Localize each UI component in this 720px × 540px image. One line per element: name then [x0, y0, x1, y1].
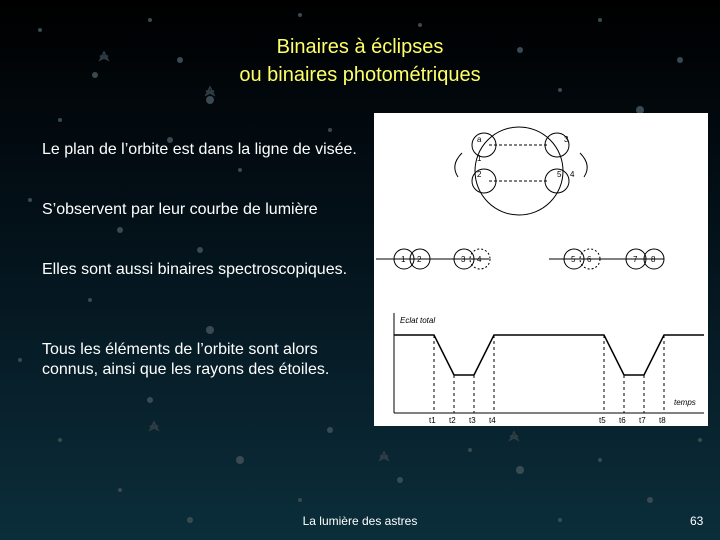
brightness-axis-label: Eclat total: [400, 316, 436, 325]
star-position-2: [472, 169, 496, 193]
time-label-t4: t4: [489, 416, 496, 425]
time-label-t8: t8: [659, 416, 666, 425]
orbit-label-a: a: [477, 135, 482, 144]
eclipsing-binary-figure: [374, 113, 708, 426]
orbit-label-1: 1: [477, 154, 482, 163]
right-eclipse-label-8: 8: [651, 255, 656, 264]
page-number: 63: [690, 514, 704, 528]
left-eclipse-label-4: 4: [477, 255, 482, 264]
time-label-t5: t5: [599, 416, 606, 425]
orbit-label-2: 2: [477, 170, 482, 179]
orbit-label-5: 5: [557, 170, 562, 179]
left-eclipse-label-1: 1: [401, 255, 406, 264]
time-axis-label: temps: [674, 398, 696, 407]
title-line-1: Binaires à éclipses: [276, 36, 444, 58]
right-eclipse-label-7: 7: [633, 255, 638, 264]
left-eclipse-label-3: 3: [461, 255, 466, 264]
time-label-t2: t2: [449, 416, 456, 425]
paragraph-spectroscopic: Elles sont aussi binaires spectroscopiques.: [42, 261, 348, 278]
time-label-t6: t6: [619, 416, 626, 425]
footer-title: La lumière des astres: [302, 514, 418, 528]
paragraph-orbit-elements: Tous les éléments de l’orbite sont alors connus, ainsi que les rayons des étoiles.: [42, 341, 330, 378]
orbit-label-4: 4: [570, 170, 575, 179]
paragraph-light-curve: S’observent par leur courbe de lumière: [42, 201, 318, 218]
title-line-2: ou binaires photométriques: [239, 64, 481, 86]
time-label-t3: t3: [469, 416, 476, 425]
light-curve: [394, 335, 704, 375]
orbit-label-3: 3: [564, 135, 569, 144]
paragraph-orbit-plane: Le plan de l’orbite est dans la ligne de visée.: [42, 141, 357, 158]
right-eclipse-label-6: 6: [587, 255, 592, 264]
eclipse-diagram: [374, 113, 708, 426]
time-label-t7: t7: [639, 416, 646, 425]
time-label-t1: t1: [429, 416, 436, 425]
left-eclipse-label-2: 2: [417, 255, 422, 264]
right-eclipse-label-5: 5: [571, 255, 576, 264]
